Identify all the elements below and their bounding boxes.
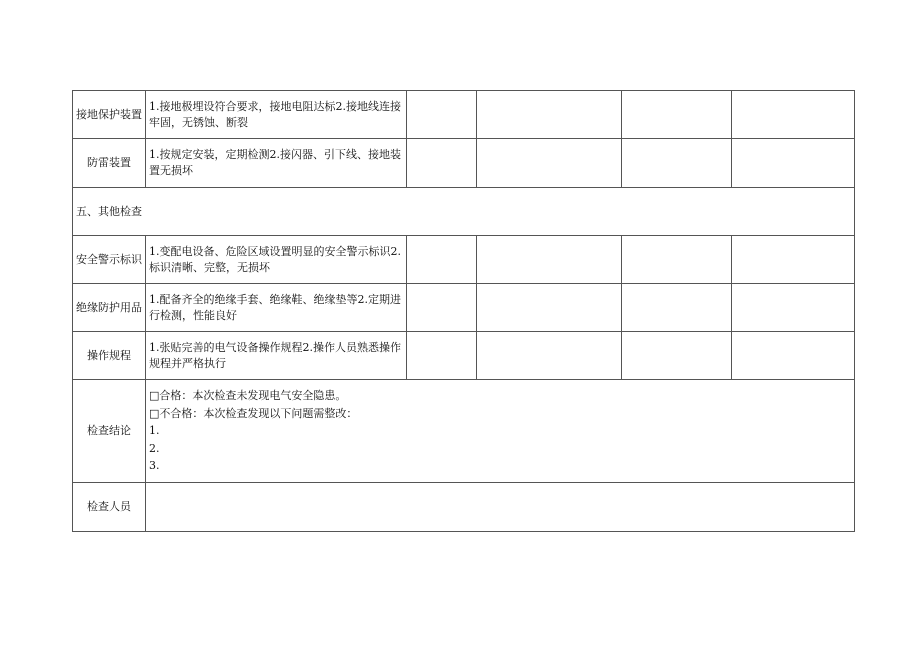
blank-cell[interactable] xyxy=(407,332,477,380)
blank-cell[interactable] xyxy=(407,91,477,139)
conclusion-label: 检查结论 xyxy=(73,380,146,483)
item-name: 安全警示标识 xyxy=(73,236,146,284)
blank-cell[interactable] xyxy=(732,236,855,284)
blank-cell[interactable] xyxy=(732,139,855,188)
table-row xyxy=(73,332,855,380)
blank-cell[interactable] xyxy=(477,139,622,188)
table-row xyxy=(73,284,855,332)
table-row xyxy=(73,139,855,188)
blank-cell[interactable] xyxy=(622,91,732,139)
section-title: 五、其他检查 xyxy=(73,188,855,236)
inspector-row xyxy=(73,483,855,532)
item-name: 操作规程 xyxy=(73,332,146,380)
conclusion-content[interactable] xyxy=(146,380,855,483)
item-requirement: 1.配备齐全的绝缘手套、绝缘鞋、绝缘垫等2.定期进行检测，性能良好 xyxy=(146,284,407,332)
blank-cell[interactable] xyxy=(477,236,622,284)
table-row xyxy=(73,91,855,139)
item-requirement: 1.变配电设备、危险区域设置明显的安全警示标识2.标识清晰、完整，无损坏 xyxy=(146,236,407,284)
blank-cell[interactable] xyxy=(407,284,477,332)
conclusion-row xyxy=(73,380,855,483)
blank-cell[interactable] xyxy=(477,91,622,139)
inspector-field[interactable] xyxy=(146,483,855,532)
blank-cell[interactable] xyxy=(407,139,477,188)
item-requirement: 1.按规定安装，定期检测2.接闪器、引下线、接地装置无损坏 xyxy=(146,139,407,188)
blank-cell[interactable] xyxy=(732,91,855,139)
item-name: 接地保护装置 xyxy=(73,91,146,139)
fail-option[interactable]: □不合格：本次检查发现以下问题需整改： xyxy=(149,406,358,420)
item-name: 防雷装置 xyxy=(73,139,146,188)
section-row xyxy=(73,188,855,236)
blank-cell[interactable] xyxy=(622,236,732,284)
blank-cell[interactable] xyxy=(732,284,855,332)
inspection-table xyxy=(72,90,855,532)
blank-cell[interactable] xyxy=(622,332,732,380)
issue-item: 3. xyxy=(149,459,160,473)
issue-item: 1. xyxy=(149,424,160,438)
item-requirement: 1.张贴完善的电气设备操作规程2.操作人员熟悉操作规程并严格执行 xyxy=(146,332,407,380)
blank-cell[interactable] xyxy=(477,332,622,380)
issue-item: 2. xyxy=(149,441,160,455)
item-requirement: 1.接地极埋设符合要求，接地电阻达标2.接地线连接牢固，无锈蚀、断裂 xyxy=(146,91,407,139)
table-row xyxy=(73,236,855,284)
blank-cell[interactable] xyxy=(622,139,732,188)
inspector-label: 检查人员 xyxy=(73,483,146,532)
blank-cell[interactable] xyxy=(407,236,477,284)
blank-cell[interactable] xyxy=(477,284,622,332)
blank-cell[interactable] xyxy=(622,284,732,332)
item-name: 绝缘防护用品 xyxy=(73,284,146,332)
blank-cell[interactable] xyxy=(732,332,855,380)
pass-option[interactable]: □合格：本次检查未发现电气安全隐患。 xyxy=(149,389,347,403)
